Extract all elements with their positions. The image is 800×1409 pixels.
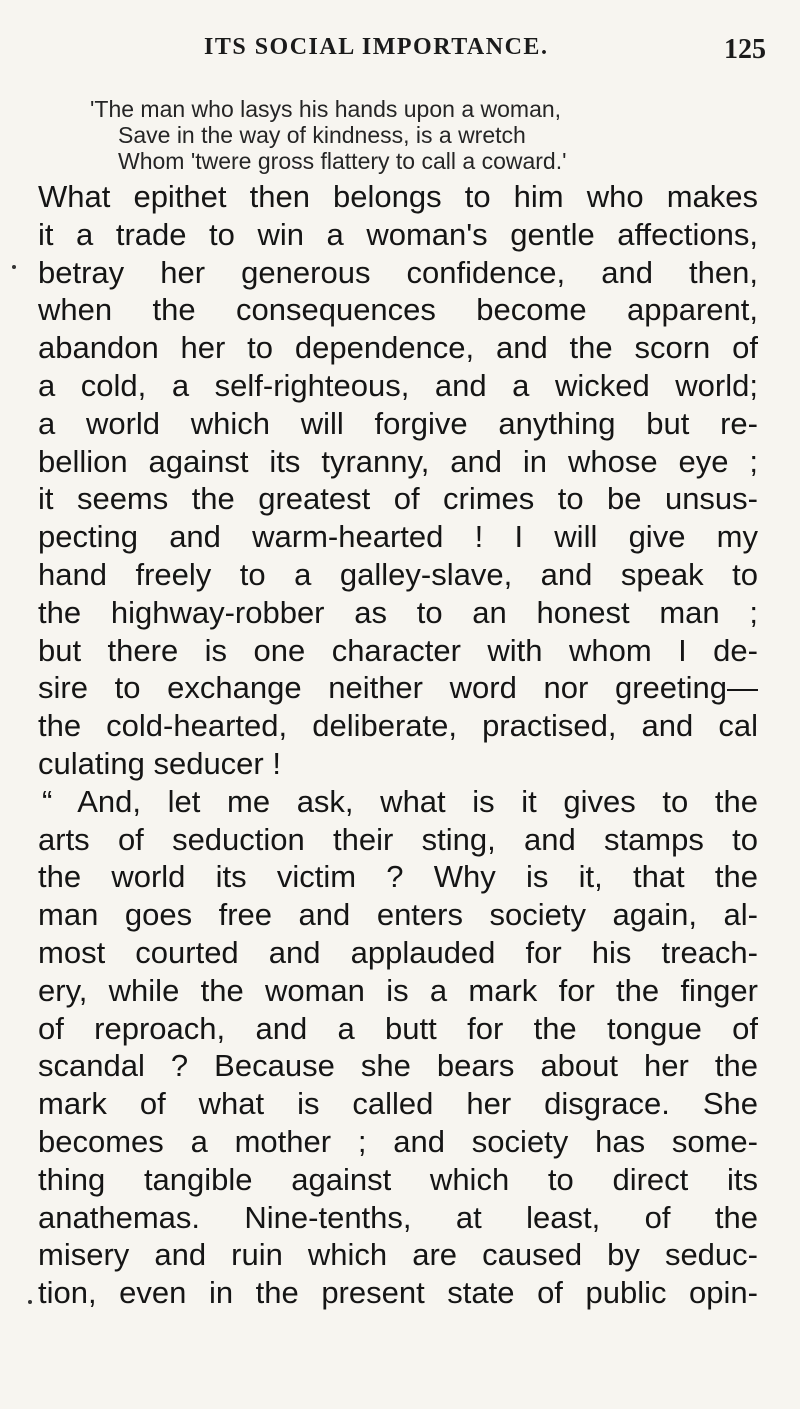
text-line: of reproach, and a butt for the tongue of — [38, 1010, 758, 1046]
verse-line: Whom 'twere gross flattery to call a coward.' — [118, 148, 567, 174]
text-line: tion, even in the present state of public opin- — [38, 1275, 758, 1311]
paragraph — [38, 783, 758, 1312]
text-line: anathemas. Nine-tenths, at least, of the — [38, 1199, 758, 1235]
text-line: pecting and warm-hearted ! I will give my — [38, 519, 758, 555]
text-line: culating seducer ! — [38, 745, 281, 781]
text-line: thing tangible against which to direct its — [38, 1161, 758, 1197]
page-header — [84, 34, 774, 66]
text-line: the highway-robber as to an honest man ; — [38, 594, 758, 630]
text-line: sire to exchange neither word nor greeting— — [38, 670, 758, 706]
page-number: 125 — [724, 34, 766, 65]
running-head: ITS SOCIAL IMPORTANCE. — [204, 34, 549, 60]
text-line: mark of what is called her disgrace. She — [38, 1086, 758, 1122]
verse-line: 'The man who lasys his hands upon a woman, — [90, 96, 562, 122]
verse-quotation — [90, 96, 710, 174]
text-line: most courted and applauded for his treach- — [38, 934, 758, 970]
text-line: a world which will forgive anything but re- — [38, 405, 758, 441]
text-line: becomes a mother ; and society has some- — [38, 1123, 758, 1159]
text-line: abandon her to dependence, and the scorn of — [38, 330, 758, 366]
text-line: hand freely to a galley-slave, and speak to — [38, 556, 758, 592]
text-line: bellion against its tyranny, and in whose eye ; — [38, 443, 758, 479]
text-line: arts of seduction their sting, and stamps to — [38, 821, 758, 857]
text-line: when the consequences become apparent, — [38, 292, 758, 328]
text-line: betray her generous confidence, and then, — [38, 254, 758, 290]
text-line: it a trade to win a woman's gentle affections, — [38, 216, 758, 252]
text-line: misery and ruin which are caused by seduc- — [38, 1237, 758, 1273]
print-speck — [12, 265, 16, 269]
text-line: man goes free and enters society again, al- — [38, 897, 758, 933]
text-line: scandal ? Because she bears about her the — [38, 1048, 758, 1084]
verse-line: Save in the way of kindness, is a wretch — [118, 122, 526, 148]
paragraph — [38, 178, 758, 783]
print-speck — [28, 1300, 32, 1304]
text-line: ery, while the woman is a mark for the finger — [38, 972, 758, 1008]
text-line: but there is one character with whom I de- — [38, 632, 758, 668]
body-text — [38, 178, 758, 1312]
text-line: the cold-hearted, deliberate, practised, and cal — [38, 708, 758, 744]
text-line: “ And, let me ask, what is it gives to the — [42, 783, 758, 819]
text-line: a cold, a self-righteous, and a wicked world; — [38, 367, 758, 403]
text-line: What epithet then belongs to him who makes — [38, 179, 758, 214]
text-line: it seems the greatest of crimes to be unsus- — [38, 481, 758, 517]
text-line: the world its victim ? Why is it, that the — [38, 859, 758, 895]
